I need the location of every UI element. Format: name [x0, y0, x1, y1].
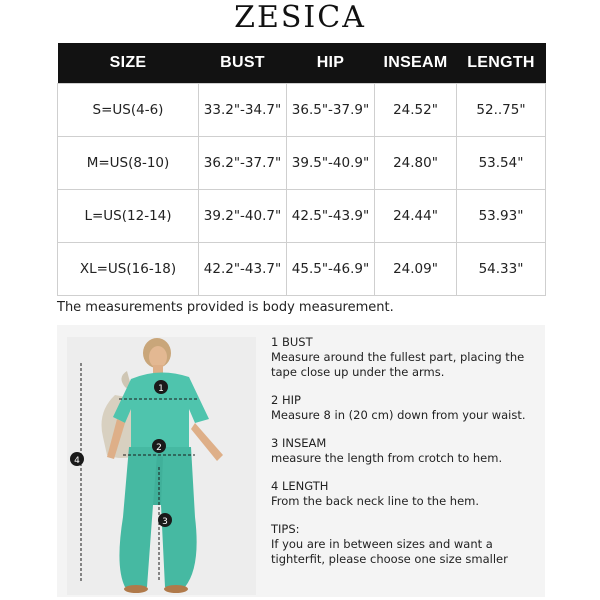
guide-tips-text: If you are in between sizes and want a tighterfit, please choose one size smaller: [271, 537, 508, 566]
cell-size: S=US(4-6): [58, 83, 199, 136]
model-figure-illustration: [67, 337, 256, 595]
header-length: LENGTH: [457, 43, 546, 83]
guide-inseam: [271, 436, 536, 466]
guide-inseam-title: 3 INSEAM: [271, 436, 327, 450]
svg-text:3: 3: [162, 517, 168, 527]
measure-guide-panel: [57, 325, 545, 597]
header-bust: BUST: [199, 43, 287, 83]
header-hip: HIP: [287, 43, 375, 83]
guide-tips-title: TIPS:: [271, 522, 300, 536]
brand-logo: ZESICA: [234, 0, 366, 35]
cell-hip: 45.5"-46.9": [287, 242, 375, 295]
cell-hip: 42.5"-43.9": [287, 189, 375, 242]
guide-length: [271, 479, 536, 509]
table-row: [58, 136, 546, 189]
svg-text:1: 1: [158, 384, 164, 394]
cell-inseam: 24.09": [375, 242, 457, 295]
cell-inseam: 24.44": [375, 189, 457, 242]
guide-length-text: From the back neck line to the hem.: [271, 494, 480, 508]
table-row: [58, 83, 546, 136]
model-photo: [67, 337, 256, 595]
cell-bust: 36.2"-37.7": [199, 136, 287, 189]
cell-bust: 33.2"-34.7": [199, 83, 287, 136]
cell-length: 52..75": [457, 83, 546, 136]
cell-hip: 39.5"-40.9": [287, 136, 375, 189]
table-header-row: [58, 43, 546, 83]
cell-inseam: 24.52": [375, 83, 457, 136]
cell-length: 54.33": [457, 242, 546, 295]
guide-hip-title: 2 HIP: [271, 393, 301, 407]
cell-inseam: 24.80": [375, 136, 457, 189]
guide-bust-title: 1 BUST: [271, 335, 313, 349]
cell-bust: 39.2"-40.7": [199, 189, 287, 242]
marker-inseam: [158, 513, 172, 527]
measurement-instructions: [271, 335, 536, 580]
guide-hip-text: Measure 8 in (20 cm) down from your waist.: [271, 408, 526, 422]
cell-size: M=US(8-10): [58, 136, 199, 189]
guide-hip: [271, 393, 536, 423]
marker-length: [70, 452, 84, 466]
table-row: [58, 242, 546, 295]
cell-hip: 36.5"-37.9": [287, 83, 375, 136]
cell-length: 53.93": [457, 189, 546, 242]
guide-tips: [271, 522, 536, 567]
marker-hip: [152, 439, 166, 453]
guide-bust-text: Measure around the fullest part, placing the tape close up under the arms.: [271, 350, 525, 379]
cell-length: 53.54": [457, 136, 546, 189]
svg-text:4: 4: [74, 456, 80, 466]
marker-bust: [154, 380, 168, 394]
guide-inseam-text: measure the length from crotch to hem.: [271, 451, 503, 465]
table-row: [58, 189, 546, 242]
cell-size: XL=US(16-18): [58, 242, 199, 295]
svg-text:2: 2: [156, 443, 162, 453]
cell-bust: 42.2"-43.7": [199, 242, 287, 295]
guide-bust: [271, 335, 536, 380]
measurement-note: The measurements provided is body measurement.: [57, 300, 394, 315]
guide-length-title: 4 LENGTH: [271, 479, 329, 493]
size-chart-table: [57, 43, 546, 296]
cell-size: L=US(12-14): [58, 189, 199, 242]
header-inseam: INSEAM: [375, 43, 457, 83]
header-size: SIZE: [58, 43, 199, 83]
